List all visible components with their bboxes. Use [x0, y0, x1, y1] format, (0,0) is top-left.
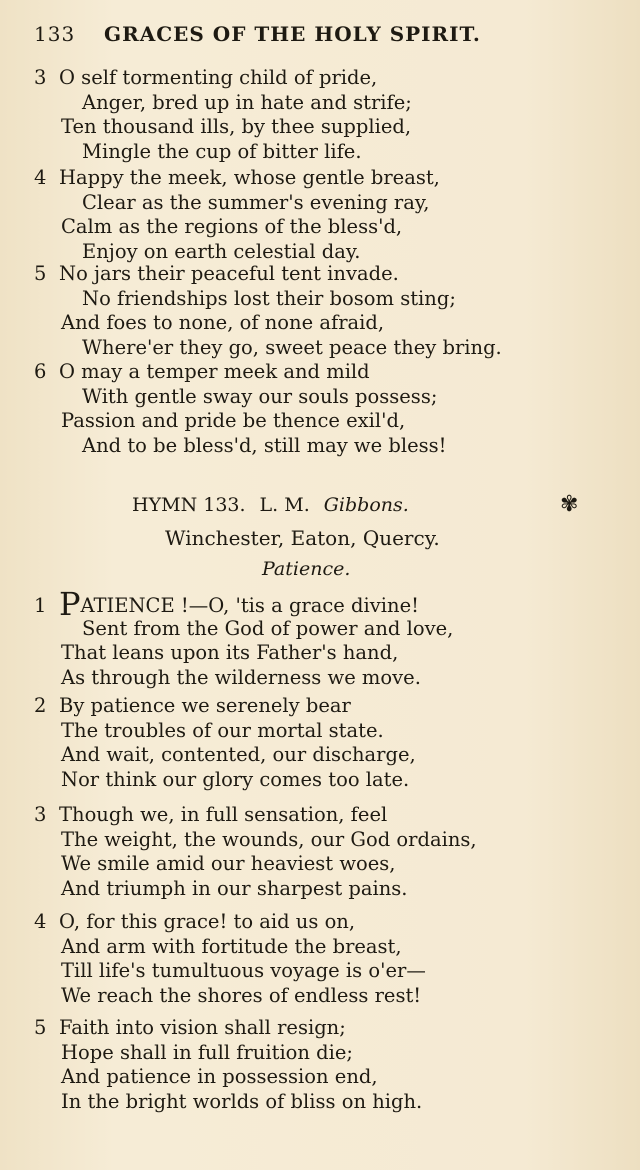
hymn-composer: Gibbons. — [323, 494, 409, 516]
verse-line: And to be bless'd, still may we bless! — [82, 433, 447, 457]
verse-line: And arm with fortitude the breast, — [61, 934, 402, 958]
hymn-subject: Patience. — [262, 558, 351, 580]
verse-line: Calm as the regions of the bless'd, — [61, 215, 403, 238]
verse-number: 4 — [34, 166, 47, 189]
hymn-verse-4 — [34, 910, 426, 1008]
drop-cap: P — [59, 585, 81, 623]
verse-line: O self tormenting child of pride, — [59, 66, 378, 89]
hymn-meter: L. M. — [259, 494, 310, 516]
verse-line: Passion and pride be thence exil'd, — [61, 409, 406, 432]
verse-line: In the bright worlds of bliss on high. — [61, 1089, 423, 1113]
verse-line: And wait, contented, our discharge, — [61, 743, 416, 766]
verse-line: Where'er they go, sweet peace they bring. — [82, 335, 502, 359]
verse-line: The weight, the wounds, our God ordains, — [61, 827, 477, 851]
verse-line: Ten thousand ills, by thee supplied, — [61, 115, 412, 138]
hymn-label: HYMN 133. — [132, 494, 246, 516]
hymn-verse-3 — [34, 803, 477, 901]
previous-verse-6 — [34, 360, 446, 458]
verse-line: Mingle the cup of bitter life. — [82, 139, 362, 163]
verse-line: And patience in possession end, — [61, 1065, 378, 1088]
verse-line: And foes to none, of none afraid, — [61, 311, 385, 334]
verse-number: 6 — [34, 360, 47, 383]
verse-line: O, for this grace! to aid us on, — [59, 910, 356, 933]
verse-line: As through the wilderness we move. — [61, 665, 421, 689]
verse-line: Enjoy on earth celestial day. — [82, 239, 361, 263]
verse-line: Nor think our glory comes too late. — [61, 767, 410, 791]
verse-line: We reach the shores of endless rest! — [61, 983, 422, 1007]
hymn-tunes: Winchester, Eaton, Quercy. — [165, 526, 440, 550]
verse-line: ATIENCE !—O, 'tis a grace divine! — [80, 594, 419, 617]
page-number: 133 — [34, 22, 76, 46]
verse-line: Anger, bred up in hate and strife; — [82, 90, 412, 114]
verse-line: Happy the meek, whose gentle breast, — [59, 166, 440, 189]
hymn-title — [132, 494, 409, 516]
verse-line: No friendships lost their bosom sting; — [82, 286, 456, 310]
verse-number: 3 — [34, 66, 47, 89]
verse-line: Clear as the summer's evening ray, — [82, 190, 430, 214]
verse-line: Though we, in full sensation, feel — [59, 803, 388, 826]
hymn-verse-2 — [34, 694, 416, 792]
verse-number: 5 — [34, 262, 47, 285]
verse-line: The troubles of our mortal state. — [61, 718, 384, 742]
previous-verse-3 — [34, 66, 412, 164]
previous-verse-4 — [34, 166, 440, 264]
verse-line: Sent from the God of power and love, — [82, 616, 454, 640]
verse-line: Till life's tumultuous voyage is o'er— — [61, 959, 426, 982]
verse-line: Faith into vision shall resign; — [59, 1016, 346, 1039]
page-header — [34, 20, 614, 52]
printer-ornament-icon: ✾ — [560, 492, 579, 517]
verse-number: 3 — [34, 803, 47, 826]
verse-number: 1 — [34, 594, 47, 617]
verse-line: O may a temper meek and mild — [59, 360, 370, 383]
verse-number: 5 — [34, 1016, 47, 1039]
hymn-verse-1 — [34, 585, 454, 690]
running-head: GRACES OF THE HOLY SPIRIT. — [104, 22, 481, 46]
verse-line: No jars their peaceful tent invade. — [59, 262, 399, 285]
verse-number: 4 — [34, 910, 47, 933]
verse-line: By patience we serenely bear — [59, 694, 351, 717]
verse-number: 2 — [34, 694, 47, 717]
verse-line: With gentle sway our souls possess; — [82, 384, 438, 408]
hymn-verse-5 — [34, 1016, 422, 1114]
previous-verse-5 — [34, 262, 502, 360]
verse-line: And triumph in our sharpest pains. — [61, 876, 408, 900]
verse-line: Hope shall in full fruition die; — [61, 1040, 354, 1064]
verse-line: We smile amid our heaviest woes, — [61, 852, 396, 875]
verse-line: That leans upon its Father's hand, — [61, 641, 399, 664]
